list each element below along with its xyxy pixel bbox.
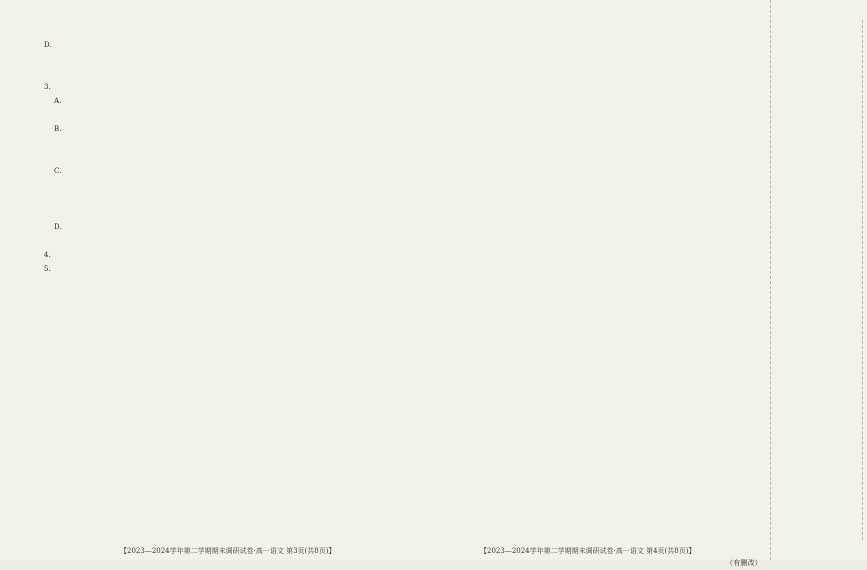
- section-heading: [44, 290, 409, 304]
- text-line: [426, 290, 762, 304]
- text-line: [426, 318, 762, 332]
- text-line: [426, 416, 762, 430]
- text-line: [426, 80, 762, 94]
- text-line: [44, 528, 409, 542]
- text-line: [426, 430, 762, 444]
- text-line: [44, 66, 409, 80]
- page-footer-right: 【2023—2024学年第二学期期末调研试卷·高一语文 第4页(共8页)】: [480, 547, 696, 555]
- text-line: [426, 276, 762, 290]
- text-line: [426, 444, 762, 458]
- text-line: [44, 276, 409, 290]
- text-line: [44, 444, 409, 458]
- text-line: [44, 360, 409, 374]
- text-line: [44, 192, 409, 206]
- source-note: （有删改）: [726, 559, 762, 567]
- text-line: [44, 458, 409, 472]
- text-line: [426, 150, 762, 164]
- text-line: [44, 178, 409, 192]
- text-line: D.: [54, 223, 62, 231]
- text-line: [426, 262, 762, 276]
- text-line: B.: [54, 125, 62, 133]
- fold-line: [856, 20, 863, 540]
- text-line: [426, 360, 762, 374]
- text-line: [44, 388, 409, 402]
- text-line: [426, 192, 762, 206]
- question-line: 5.: [44, 265, 52, 273]
- binding-margin: [770, 0, 823, 560]
- question-line: 4.: [44, 251, 52, 259]
- text-line: [426, 122, 762, 136]
- text-line: [426, 528, 762, 542]
- text-line: C.: [54, 167, 62, 175]
- text-line: [44, 52, 409, 66]
- text-line: [426, 108, 762, 122]
- text-line: D.: [44, 41, 52, 49]
- text-line: [44, 472, 409, 486]
- text-line: [426, 304, 762, 318]
- text-line: [44, 150, 409, 164]
- text-line: [426, 458, 762, 472]
- text-line: [426, 332, 762, 346]
- text-line: [426, 94, 762, 108]
- text-line: [44, 556, 409, 570]
- text-line: [44, 234, 409, 248]
- text-line: [426, 248, 762, 262]
- text-line: [44, 108, 409, 122]
- text-line: [426, 178, 762, 192]
- text-line: [44, 500, 409, 514]
- text-line: [44, 304, 409, 318]
- text-line: [426, 500, 762, 514]
- text-line: [426, 486, 762, 500]
- text-line: A.: [54, 97, 62, 105]
- text-line: [44, 206, 409, 220]
- text-line: [426, 220, 762, 234]
- text-line: [44, 332, 409, 346]
- text-line: [426, 346, 762, 360]
- article-title: [44, 318, 409, 332]
- text-line: [44, 486, 409, 500]
- text-line: [426, 388, 762, 402]
- text-line: [44, 346, 409, 360]
- text-line: [44, 430, 409, 444]
- text-line: [426, 206, 762, 220]
- text-line: [426, 38, 762, 52]
- left-page-column: [44, 38, 409, 534]
- text-line: [426, 136, 762, 150]
- page-footer-left: 【2023—2024学年第二学期期末调研试卷·高一语文 第3页(共8页)】: [120, 547, 336, 555]
- text-line: [44, 416, 409, 430]
- text-line: [426, 66, 762, 80]
- text-line: [44, 402, 409, 416]
- question-line: 3.: [44, 83, 52, 91]
- text-line: [426, 234, 762, 248]
- text-line: [426, 402, 762, 416]
- text-line: [44, 514, 409, 528]
- text-line: [426, 52, 762, 66]
- text-line: [426, 374, 762, 388]
- text-line: [44, 374, 409, 388]
- text-line: [426, 164, 762, 178]
- text-line: [426, 514, 762, 528]
- text-line: [44, 136, 409, 150]
- text-line: [426, 472, 762, 486]
